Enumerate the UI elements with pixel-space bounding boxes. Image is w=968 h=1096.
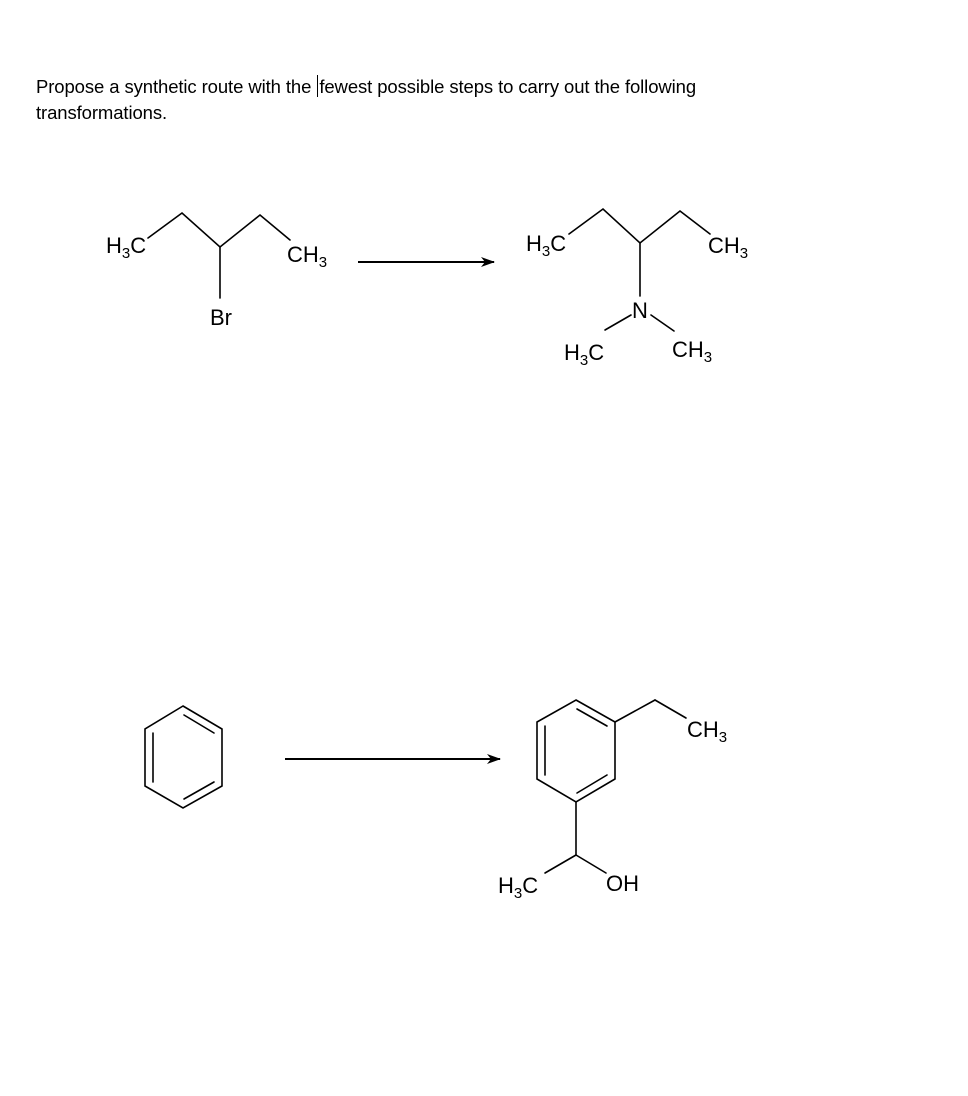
benzene-ring: [145, 706, 222, 808]
reaction2-product: [498, 700, 727, 902]
reactant1-chain-bonds: [148, 213, 290, 247]
question-text-part-1: Propose a synthetic route with the: [36, 76, 317, 97]
reaction1-reactant: [106, 213, 327, 330]
product1-chain-bonds: [569, 209, 710, 243]
product1-n-methyl-right-bond: [651, 315, 674, 331]
product2-oh-label: OH: [606, 871, 639, 896]
reaction2-reactant-benzene: [145, 706, 222, 808]
product2-ethyl-bond-2: [655, 700, 686, 718]
product1-n-methyl-left-bond: [605, 315, 631, 330]
product2-carbinol-oh-bond: [576, 855, 606, 873]
benzene-inner-bond-1: [184, 715, 214, 733]
product2-h3c-label: $H_3C$: [498, 873, 539, 902]
product2-carbinol-methyl-bond: [545, 855, 576, 873]
product1-h3c-label: $H_3C$: [526, 231, 567, 260]
reaction1-product: [526, 209, 748, 369]
product1-n-h3c-label: $H_3C$: [564, 340, 605, 369]
reactant1-ch3-label: $CH_3$: [287, 242, 328, 271]
product2-inner-bond-2: [577, 775, 607, 793]
product2-ring: [537, 700, 615, 802]
product2-ch3-label: $CH_3$: [687, 717, 728, 746]
reactant1-h3c-label: $H_3C$: [106, 233, 147, 262]
product1-n-label: N: [632, 298, 648, 323]
product1-ch3-label: $CH_3$: [708, 233, 749, 262]
product2-ethyl-bond-1: [615, 700, 655, 722]
benzene-inner-bond-2: [184, 782, 214, 799]
product2-inner-bond-1: [577, 709, 607, 726]
reactant1-br-label: Br: [210, 305, 232, 330]
question-text-part-2: fewest possible steps to carry out the following transformations.: [36, 76, 697, 123]
product1-n-ch3-label: $CH_3$: [672, 337, 713, 366]
